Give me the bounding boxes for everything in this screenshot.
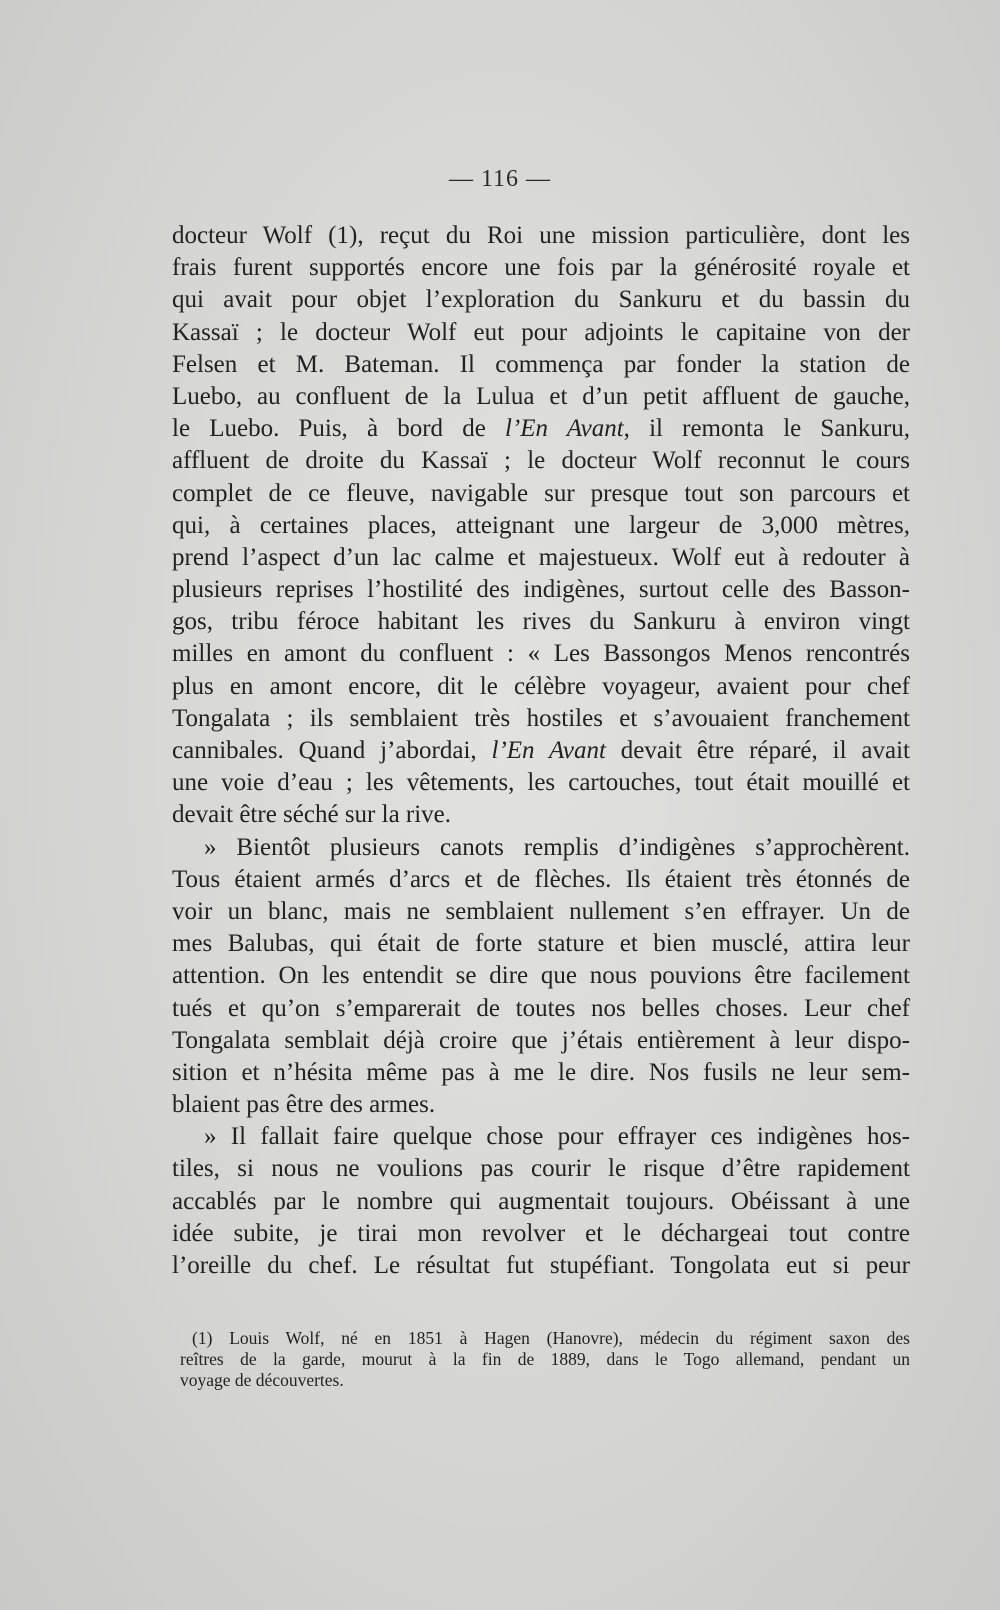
text-line: Tous étaient armés d’arcs et de flèches. Ils étaient très étonnés de (172, 865, 910, 893)
paragraph-1 (172, 220, 910, 832)
footnote-line: voyage de découvertes. (180, 1370, 344, 1390)
text-line: cannibales. Quand j’abordai, l’En Avant devait être réparé, il avait (172, 737, 911, 764)
text-line: » Il fallait faire quelque chose pour effrayer ces indigènes hos- (204, 1123, 910, 1151)
text-line: qui avait pour objet l’exploration du Sankuru et du bassin du (172, 286, 910, 314)
text-line: le Luebo. Puis, à bord de l’En Avant, il remonta le Sankuru, (172, 415, 910, 443)
text-line: une voie d’eau ; les vêtements, les cartouches, tout était mouillé et (172, 769, 910, 797)
footnote (180, 1328, 910, 1391)
text-line: complet de ce fleuve, navigable sur presque tout son parcours et (172, 479, 910, 507)
text-line: l’oreille du chef. Le résultat fut stupéfiant. Tongolata eut si peur (172, 1252, 910, 1279)
text-line: devait être séché sur la rive. (172, 801, 452, 829)
text-line: milles en amont du confluent : « Les Bassongos Menos rencontrés (172, 640, 910, 668)
text-line: tiles, si nous ne voulions pas courir le risque d’être rapidement (172, 1155, 910, 1183)
text-line: gos, tribu féroce habitant les rives du Sankuru à environ vingt (172, 608, 910, 636)
text-line: tués et qu’on s’emparerait de toutes nos belles choses. Leur chef (172, 994, 910, 1022)
footnote-line: reîtres de la garde, mourut à la fin de 1889, dans le Togo allemand, pendant un (180, 1349, 910, 1369)
text-line: accablés par le nombre qui augmentait toujours. Obéissant à une (172, 1187, 910, 1215)
text-line: voir un blanc, mais ne semblaient nullement s’en effrayer. Un de (172, 897, 910, 925)
text-line: idée subite, je tirai mon revolver et le déchargeai tout contre (172, 1219, 910, 1247)
text-line: plus en amont encore, dit le célèbre voyageur, avaient pour chef (172, 672, 910, 700)
text-line: qui, à certaines places, atteignant une largeur de 3,000 mètres, (172, 511, 910, 539)
text-line: Tongalata ; ils semblaient très hostiles et s’avouaient franchement (172, 704, 910, 732)
page-number: — 116 — (448, 166, 552, 192)
text-line: Tongalata semblait déjà croire que j’étais entièrement à leur dispo- (172, 1026, 910, 1054)
text-line: attention. On les entendit se dire que nous pouvions être facilement (172, 962, 910, 990)
paragraph-2 (172, 832, 910, 1122)
text-line: plusieurs reprises l’hostilité des indigènes, surtout celle des Basson- (172, 576, 910, 604)
text-line: Felsen et M. Bateman. Il commença par fonder la station de (172, 350, 910, 378)
text-line: mes Balubas, qui était de forte stature et bien musclé, attira leur (172, 930, 910, 958)
text-line: docteur Wolf (1), reçut du Roi une mission particulière, dont les (172, 222, 910, 249)
text-line: blaient pas être des armes. (172, 1091, 436, 1119)
text-line: Luebo, au confluent de la Lulua et d’un petit affluent de gauche, (172, 382, 910, 410)
text-line: frais furent supportés encore une fois par la générosité royale et (172, 254, 910, 282)
text-line: sition et n’hésita même pas à me le dire. Nos fusils ne leur sem- (172, 1058, 910, 1086)
text-line: affluent de droite du Kassaï ; le docteur Wolf reconnut le cours (172, 447, 910, 475)
text-line: prend l’aspect d’un lac calme et majestueux. Wolf eut à redouter à (172, 543, 910, 571)
ship-name-italic: l’En Avant (491, 737, 606, 764)
paragraph-3 (172, 1121, 910, 1282)
footnote-line: (1) Louis Wolf, né en 1851 à Hagen (Hanovre), médecin du régiment saxon des (192, 1328, 910, 1348)
text-line: Kassaï ; le docteur Wolf eut pour adjoints le capitaine von der (172, 318, 910, 346)
body-text (172, 220, 910, 1282)
ship-name-italic: l’En Avant (504, 415, 624, 443)
text-line: » Bientôt plusieurs canots remplis d’indigènes s’approchèrent. (204, 833, 910, 861)
